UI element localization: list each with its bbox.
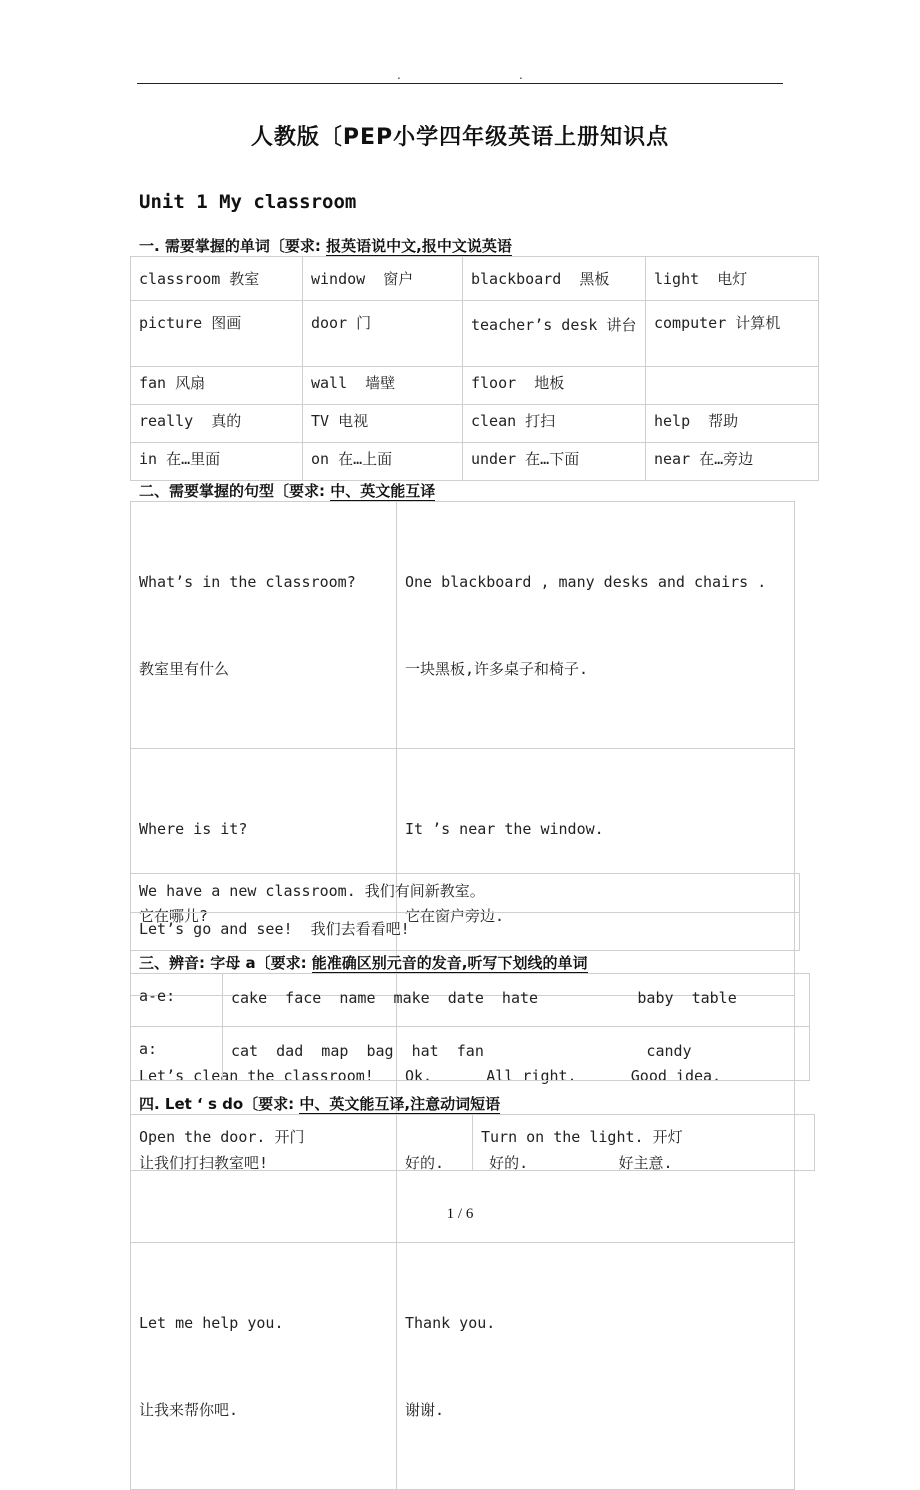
header-dot: . bbox=[519, 68, 523, 82]
sentence-answer-cell bbox=[397, 502, 795, 749]
vocab-cell: classroom 教室 bbox=[131, 257, 303, 301]
page-number: 1 / 6 bbox=[446, 1206, 474, 1222]
sentence-question-cell bbox=[131, 502, 397, 749]
answer-cn: 好的. 好的. 好主意. bbox=[405, 1154, 673, 1172]
question-cn: 让我们打扫教室吧! bbox=[139, 1154, 269, 1172]
vocab-cell: near 在…旁边 bbox=[646, 443, 819, 481]
sentence-answer-cell bbox=[397, 1243, 795, 1490]
vocab-cell: blackboard 黑板 bbox=[463, 257, 646, 301]
phonics-table bbox=[130, 973, 810, 1081]
vocab-cell: wall 墙壁 bbox=[303, 367, 463, 405]
vocab-cell: help 帮助 bbox=[646, 405, 819, 443]
section-heading-sentences bbox=[139, 480, 435, 501]
vocab-cell: fan 风扇 bbox=[131, 367, 303, 405]
vocab-cell: under 在…下面 bbox=[463, 443, 646, 481]
section-prefix: 三、辨音: 字母 a〔要求: bbox=[139, 954, 312, 972]
letsdo-cell: Turn on the light. 开灯 bbox=[473, 1115, 815, 1171]
letsdo-table bbox=[130, 1114, 815, 1171]
section-requirement: 能准确区别元音的发音,听写下划线的单词 bbox=[311, 954, 588, 972]
vocab-cell: computer 计算机 bbox=[646, 301, 819, 367]
question-cn: 它在哪儿? bbox=[139, 907, 209, 925]
section-heading-letsdo bbox=[139, 1093, 500, 1114]
table-row bbox=[131, 405, 819, 443]
table-row bbox=[131, 1115, 815, 1171]
table-row bbox=[131, 974, 810, 1027]
section-heading-phonics bbox=[139, 952, 588, 973]
table-row bbox=[131, 1243, 795, 1490]
answer-en: Thank you. bbox=[405, 1314, 496, 1332]
section-requirement: 报英语说中文,报中文说英语 bbox=[326, 237, 512, 255]
phonics-words: cat dad map bag hat fan candy bbox=[223, 1027, 810, 1081]
table-row bbox=[131, 367, 819, 405]
section-heading-words bbox=[139, 235, 512, 256]
vocab-table bbox=[130, 256, 819, 481]
section-prefix: 四. Let ‘ s do〔要求: bbox=[139, 1095, 300, 1113]
header-dot: . bbox=[397, 68, 401, 82]
vocab-cell: on 在…上面 bbox=[303, 443, 463, 481]
table-row bbox=[131, 1027, 810, 1081]
question-en: Let me help you. bbox=[139, 1314, 284, 1332]
section-requirement: 中、英文能互译,注意动词短语 bbox=[299, 1095, 501, 1113]
vocab-cell: door 门 bbox=[303, 301, 463, 367]
header-rule bbox=[137, 83, 783, 84]
table-row bbox=[131, 257, 819, 301]
section-requirement: 中、英文能互译 bbox=[330, 482, 436, 500]
vocab-cell: clean 打扫 bbox=[463, 405, 646, 443]
extra-sentence-table bbox=[130, 873, 800, 951]
vocab-cell: really 真的 bbox=[131, 405, 303, 443]
answer-cn: 它在窗户旁边. bbox=[405, 907, 505, 925]
page-title: 人教版〔PEP小学四年级英语上册知识点 bbox=[250, 125, 670, 150]
question-en: What’s in the classroom? bbox=[139, 573, 356, 591]
table-row bbox=[131, 301, 819, 367]
extra-sentence: We have a new classroom. 我们有间新教室。 bbox=[131, 874, 800, 913]
section-prefix: 二、需要掌握的句型〔要求: bbox=[139, 482, 331, 500]
answer-en: Ok. All right. Good idea. bbox=[405, 1067, 722, 1085]
table-row bbox=[131, 502, 795, 749]
answer-en: It ’s near the window. bbox=[405, 820, 604, 838]
phonics-label: a: bbox=[131, 1027, 223, 1081]
vocab-cell: teacher’s desk 讲台 bbox=[463, 301, 646, 367]
vocab-cell: light 电灯 bbox=[646, 257, 819, 301]
vocab-cell: picture 图画 bbox=[131, 301, 303, 367]
answer-cn: 一块黑板,许多桌子和椅子. bbox=[405, 660, 589, 678]
phonics-words: cake face name make date hate baby table bbox=[223, 974, 810, 1027]
phonics-label: a-e: bbox=[131, 974, 223, 1027]
extra-sentence: Let’s go and see! 我们去看看吧! bbox=[131, 913, 800, 951]
vocab-cell: window 窗户 bbox=[303, 257, 463, 301]
question-en: Where is it? bbox=[139, 820, 248, 838]
table-row bbox=[131, 874, 800, 913]
question-en: Let’s clean the classroom! bbox=[139, 1067, 374, 1085]
section-prefix: 一. 需要掌握的单词〔要求: bbox=[139, 237, 327, 255]
sentence-question-cell bbox=[131, 1243, 397, 1490]
vocab-cell bbox=[646, 367, 819, 405]
vocab-cell: floor 地板 bbox=[463, 367, 646, 405]
answer-cn: 谢谢. bbox=[405, 1401, 445, 1419]
table-row bbox=[131, 443, 819, 481]
question-cn: 让我来帮你吧. bbox=[139, 1401, 239, 1419]
vocab-cell: TV 电视 bbox=[303, 405, 463, 443]
table-row bbox=[131, 913, 800, 951]
unit-title: Unit 1 My classroom bbox=[139, 191, 357, 213]
answer-en: One blackboard , many desks and chairs . bbox=[405, 573, 767, 591]
letsdo-cell: Open the door. 开门 bbox=[131, 1115, 473, 1171]
vocab-cell: in 在…里面 bbox=[131, 443, 303, 481]
question-cn: 教室里有什么 bbox=[139, 660, 230, 678]
